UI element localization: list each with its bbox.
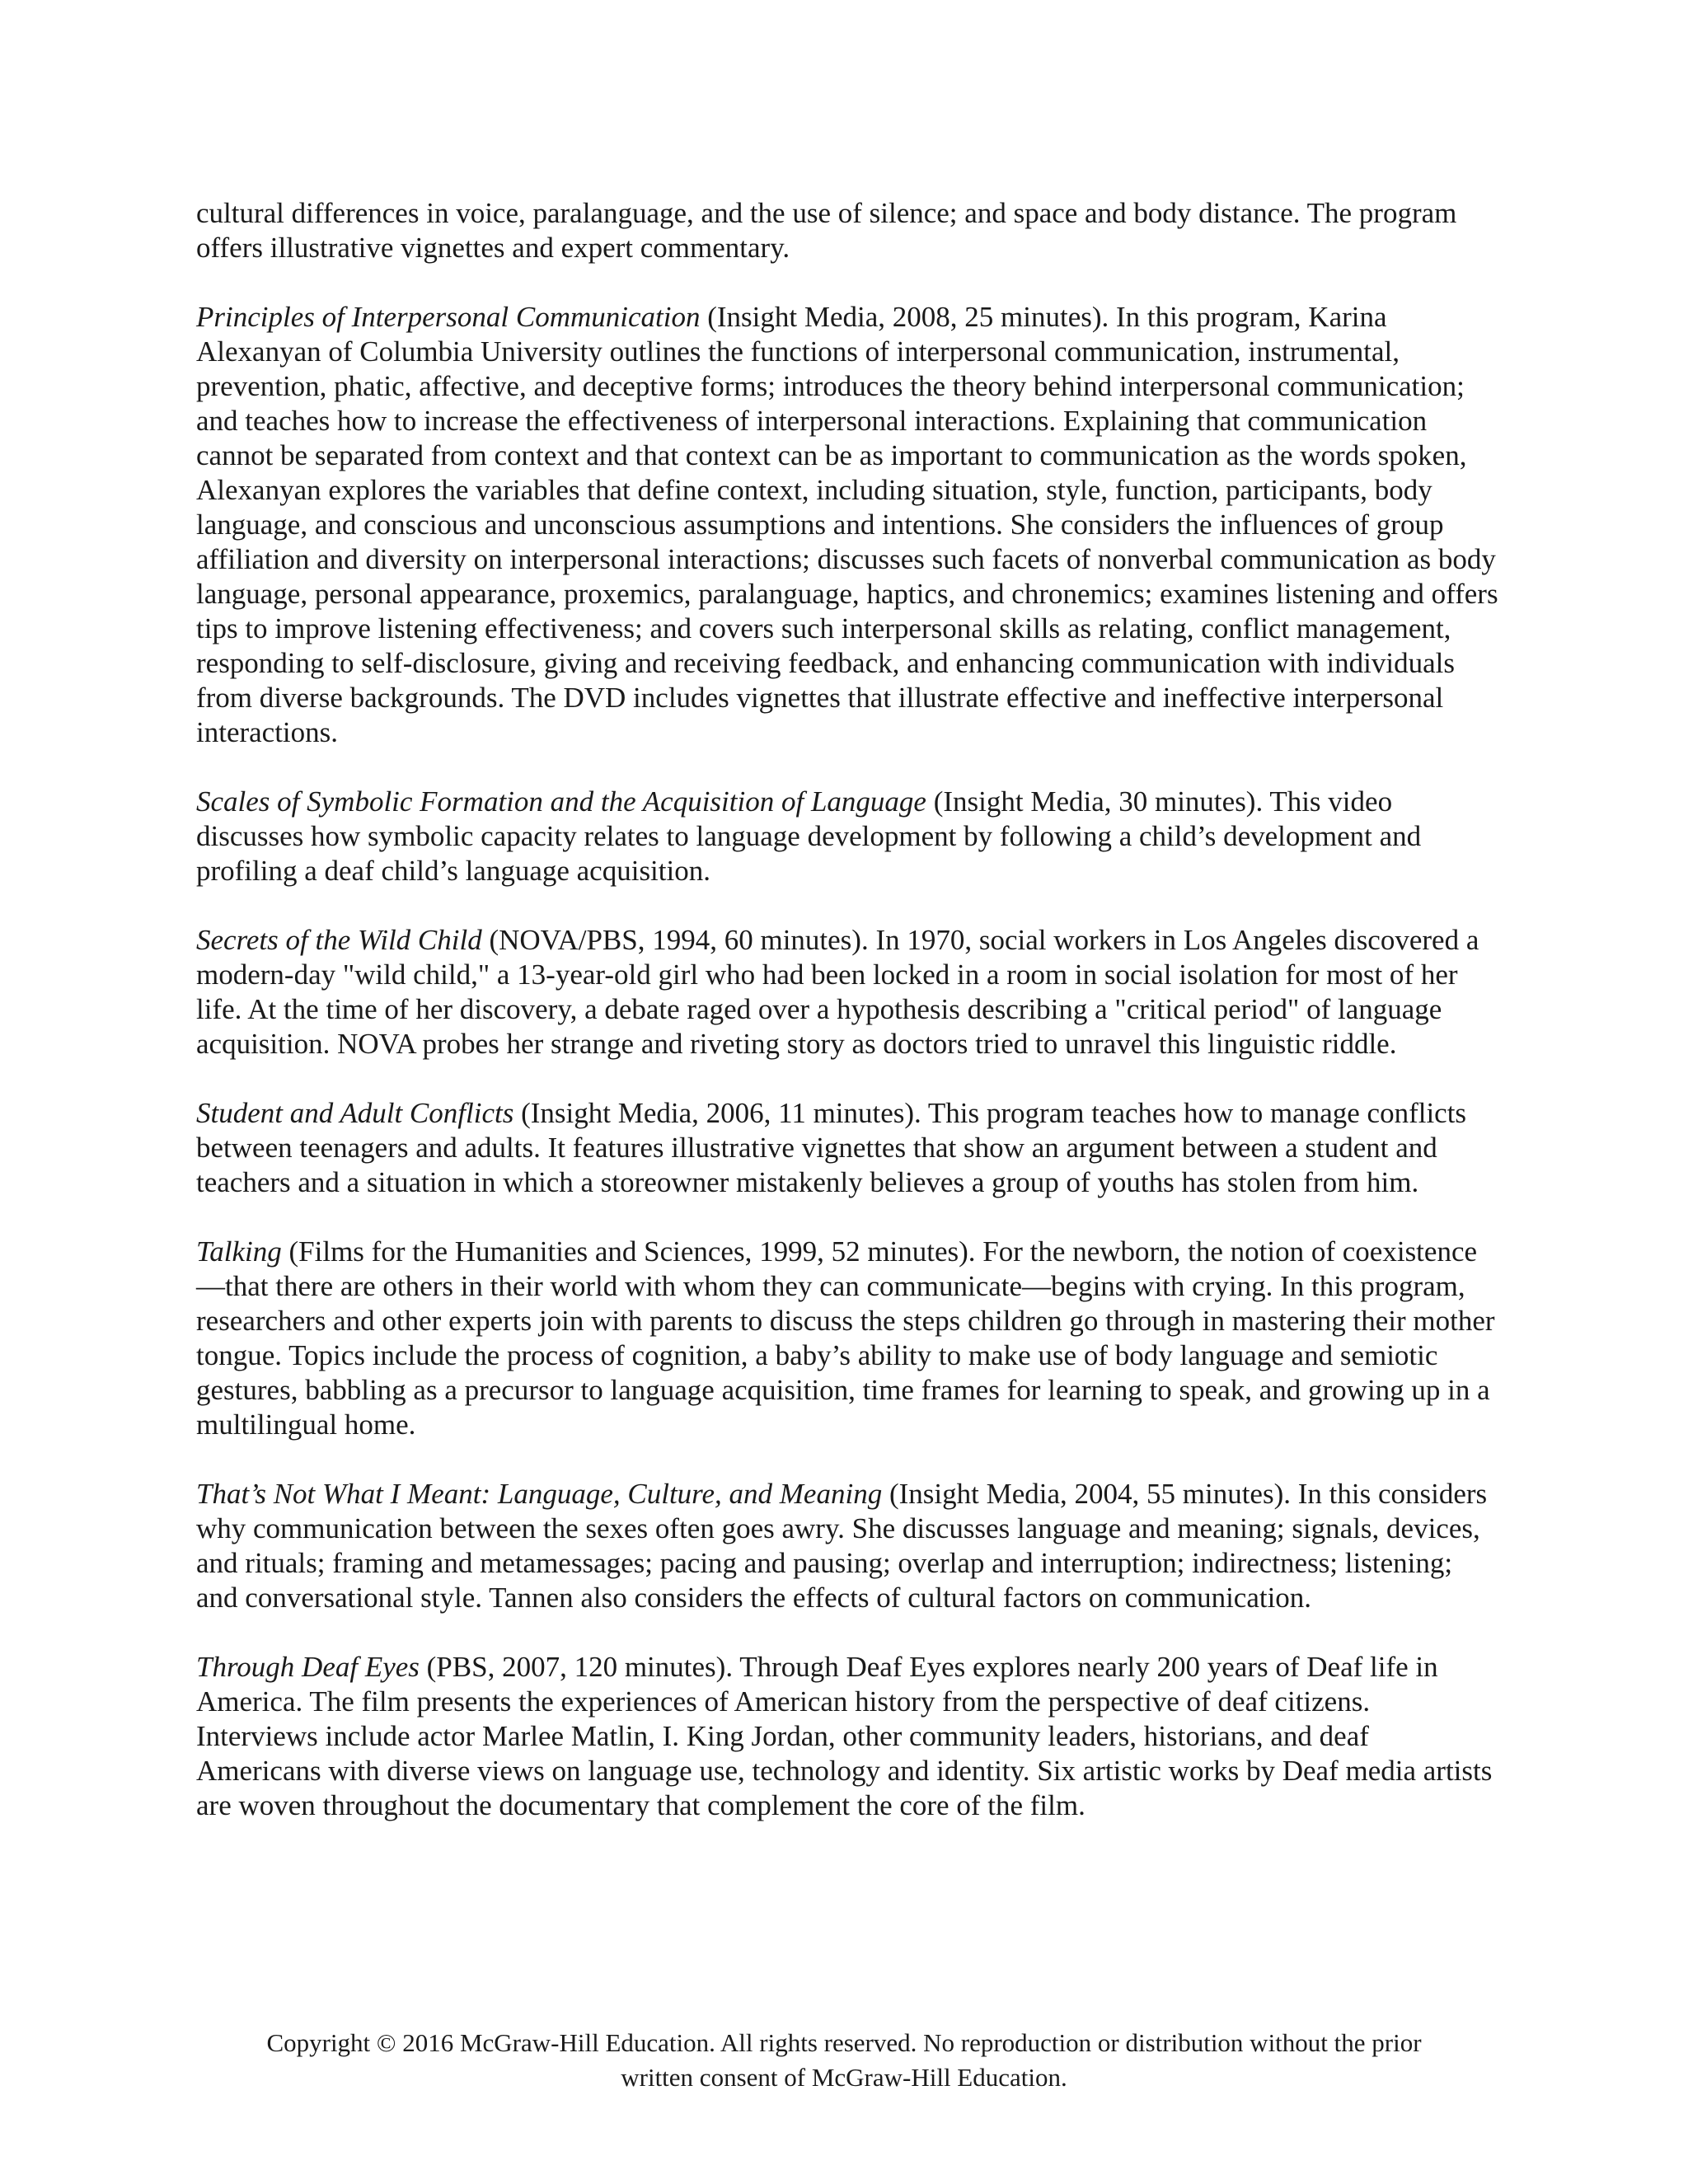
- entry-title: Secrets of the Wild Child: [196, 924, 482, 956]
- entry-title: Scales of Symbolic Formation and the Acquisition of Language: [196, 785, 926, 818]
- document-body: [196, 196, 1498, 1858]
- entry-principles-of-interpersonal-communication: [196, 300, 1498, 750]
- copyright-footer: [0, 2026, 1688, 2095]
- entry-talking: [196, 1235, 1498, 1442]
- entry-details: (Films for the Humanities and Sciences, 1999, 52 minutes). For the newborn, the notion of coexistence—that there are others in their world with whom they can communicate—begins with crying. In this program, researchers and other experts join with parents to discuss the steps children go through in mastering their mother tongue. Topics include the process of cognition, a baby’s ability to make use of body language and semiotic gestures, babbling as a precursor to language acquisition, time frames for learning to speak, and growing up in a multilingual home.: [196, 1235, 1495, 1441]
- entry-student-and-adult-conflicts: [196, 1096, 1498, 1200]
- entry-secrets-of-the-wild-child: [196, 923, 1498, 1062]
- entry-details: (NOVA/PBS, 1994, 60 minutes). In 1970, social workers in Los Angeles discovered a modern-day "wild child," a 13-year-old girl who had been locked in a room in social isolation for most of her life. At the time of her discovery, a debate raged over a hypothesis describing a "critical period" of language acquisition. NOVA probes her strange and riveting story as doctors tried to unravel this linguistic riddle.: [196, 924, 1479, 1060]
- entry-details: (Insight Media, 30 minutes). This video discusses how symbolic capacity relates to language development by following a child’s development and profiling a deaf child’s language acquisition.: [196, 785, 1422, 887]
- entry-thats-not-what-i-meant: [196, 1477, 1498, 1615]
- entry-title: Student and Adult Conflicts: [196, 1097, 514, 1129]
- copyright-line-2: written consent of McGraw-Hill Education.: [621, 2063, 1067, 2092]
- entry-scales-of-symbolic-formation: [196, 785, 1498, 888]
- entry-details: (PBS, 2007, 120 minutes). Through Deaf Eyes explores nearly 200 years of Deaf life in America. The film presents the experiences of American history from the perspective of deaf citizens. Interviews include actor Marlee Matlin, I. King Jordan, other community leaders, historians, and deaf Americans with diverse views on language use, technology and identity. Six artistic works by Deaf media artists are woven throughout the documentary that complement the core of the film.: [196, 1651, 1493, 1821]
- entry-title: Talking: [196, 1235, 282, 1268]
- copyright-line-1: Copyright © 2016 McGraw-Hill Education. All rights reserved. No reproduction or distribution without the prior: [266, 2028, 1422, 2057]
- entry-details: (Insight Media, 2004, 55 minutes). In this considers why communication between the sexes often goes awry. She discusses language and meaning; signals, devices, and rituals; framing and metamessages; pacing and pausing; overlap and interruption; indirectness; listening; and conversational style. Tannen also considers the effects of cultural factors on communication.: [196, 1478, 1488, 1614]
- entry-title: Principles of Interpersonal Communication: [196, 301, 701, 333]
- entry-through-deaf-eyes: [196, 1650, 1498, 1823]
- entry-title: Through Deaf Eyes: [196, 1651, 420, 1683]
- entry-details: (Insight Media, 2008, 25 minutes). In this program, Karina Alexanyan of Columbia University outlines the functions of interpersonal communication, instrumental, prevention, phatic, affective, and deceptive forms; introduces the theory behind interpersonal communication; and teaches how to increase the effectiveness of interpersonal interactions. Explaining that communication cannot be separated from context and that context can be as important to communication as the words spoken, Alexanyan explores the variables that define context, including situation, style, function, participants, body language, and conscious and unconscious assumptions and intentions. She considers the influences of group affiliation and diversity on interpersonal interactions; discusses such facets of nonverbal communication as body language, personal appearance, proxemics, paralanguage, haptics, and chronemics; examines listening and offers tips to improve listening effectiveness; and covers such interpersonal skills as relating, conflict management, responding to self-disclosure, giving and receiving feedback, and enhancing communication with individuals from diverse backgrounds. The DVD includes vignettes that illustrate effective and ineffective interpersonal interactions.: [196, 301, 1498, 748]
- entry-title: That’s Not What I Meant: Language, Culture, and Meaning: [196, 1478, 883, 1510]
- entry-details: (Insight Media, 2006, 11 minutes). This program teaches how to manage conflicts between teenagers and adults. It features illustrative vignettes that show an argument between a student and teachers and a situation in which a storeowner mistakenly believes a group of youths has stolen from him.: [196, 1097, 1467, 1198]
- intro-paragraph: cultural differences in voice, paralanguage, and the use of silence; and space and body distance. The program offers illustrative vignettes and expert commentary.: [196, 197, 1457, 264]
